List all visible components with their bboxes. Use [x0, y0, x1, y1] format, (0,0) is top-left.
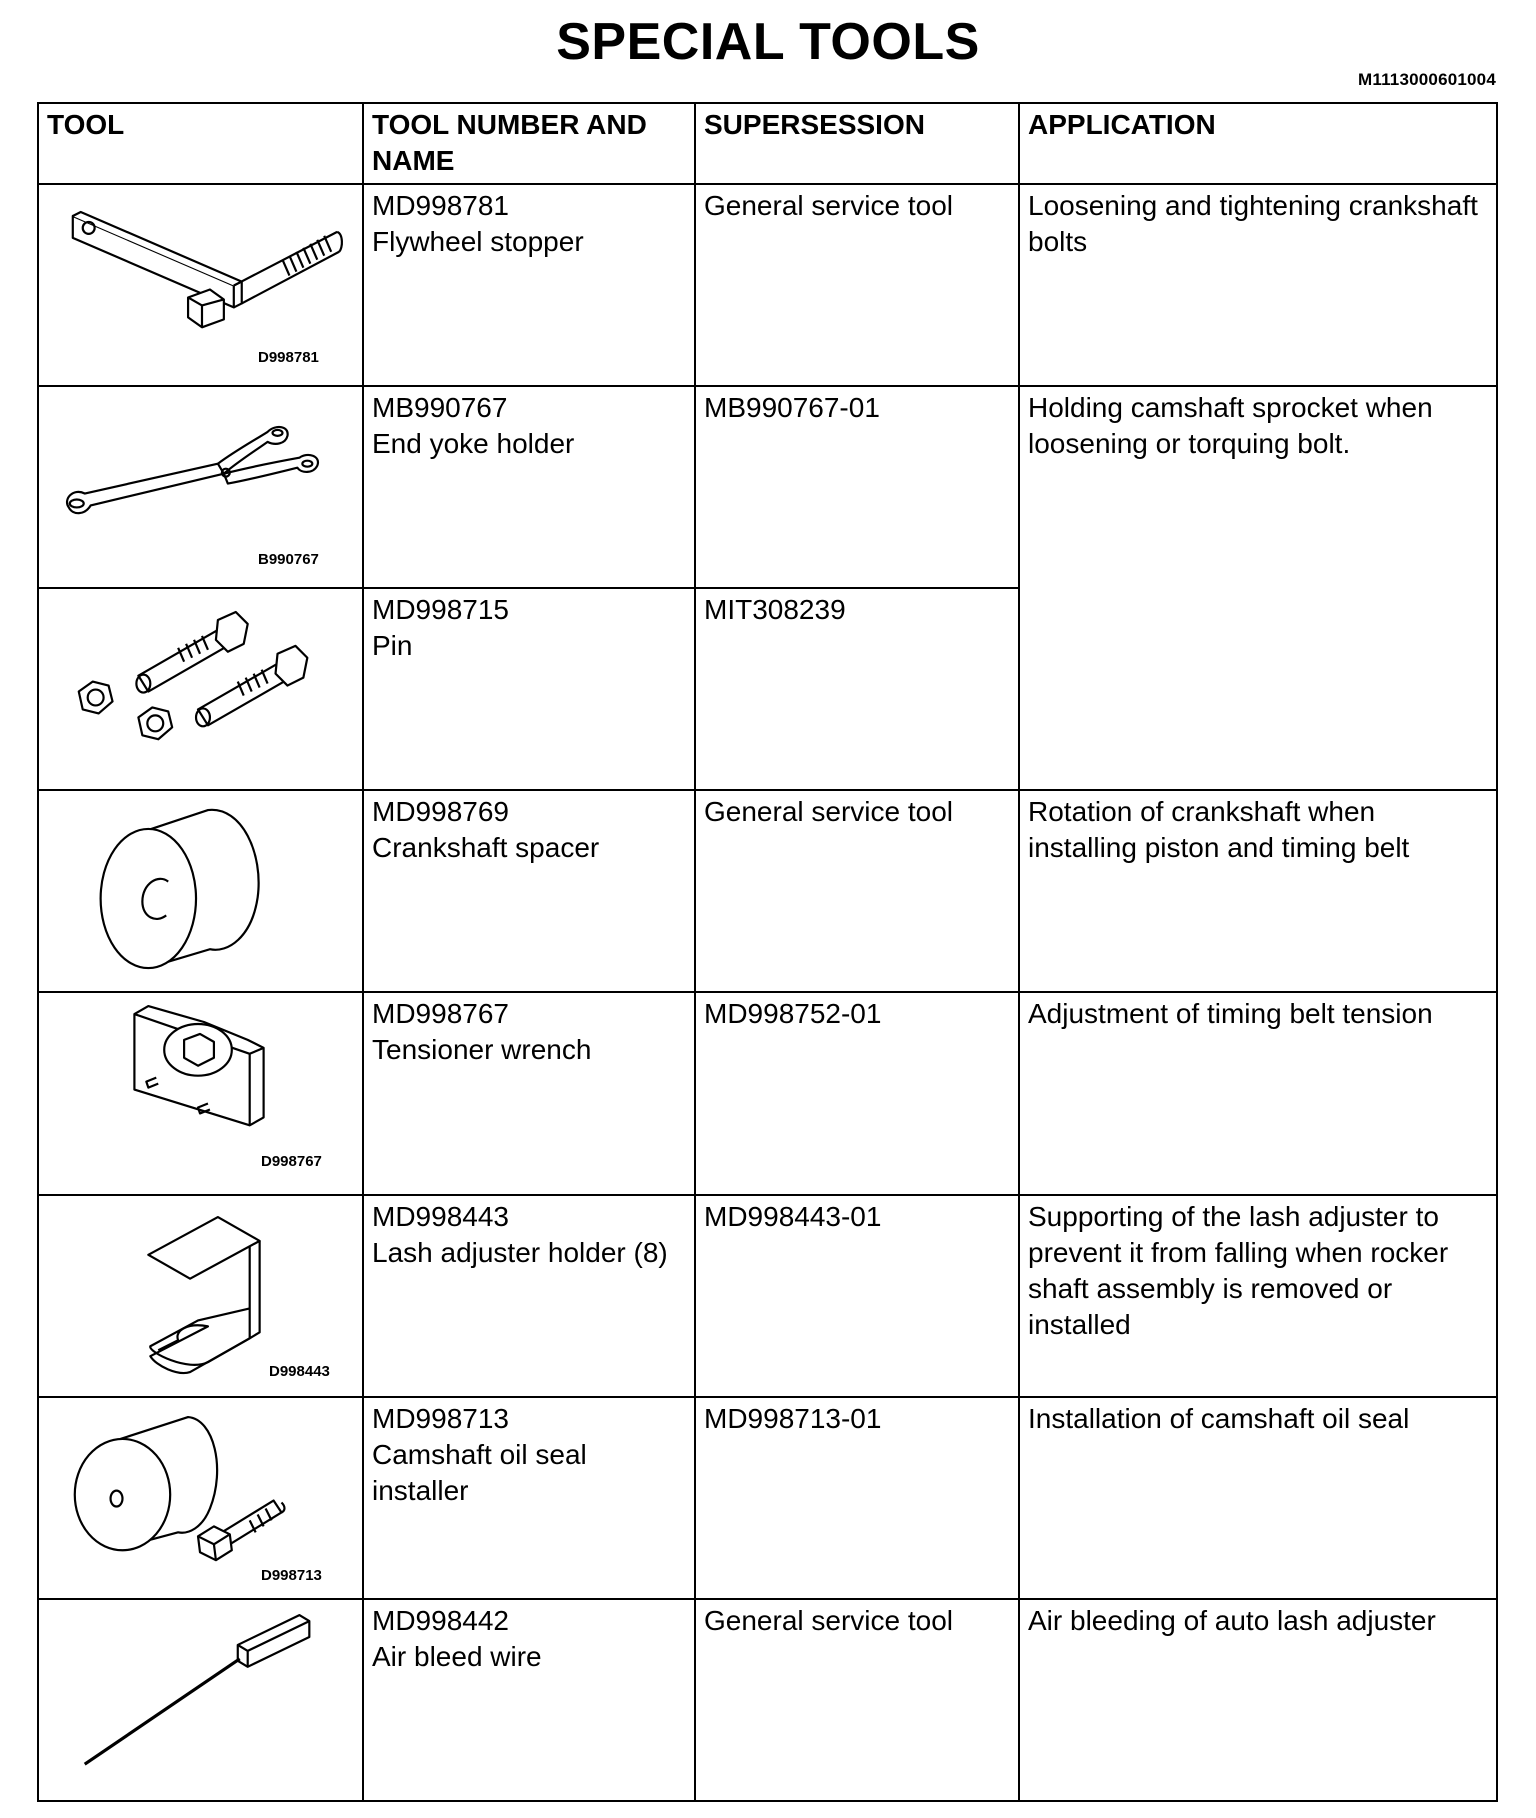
application-cell: Rotation of crankshaft when installing piston and timing belt — [1019, 790, 1497, 992]
tool-name: Air bleed wire — [372, 1640, 542, 1672]
tool-figure-cell — [38, 1195, 363, 1397]
tool-number-name-cell — [363, 1195, 695, 1397]
table-row — [38, 386, 1497, 588]
tool-name: Pin — [372, 630, 413, 662]
supersession-cell: General service tool — [695, 1599, 1019, 1801]
pin-set-icon — [39, 589, 362, 789]
tool-number-name-cell — [363, 184, 695, 386]
air-bleed-wire-icon — [39, 1600, 362, 1800]
table-row — [38, 790, 1497, 992]
figure-label: D998713 — [261, 1566, 322, 1584]
tool-number: MD998713 — [372, 1402, 509, 1434]
tool-name: Crankshaft spacer — [372, 832, 600, 864]
table-header-row — [38, 103, 1497, 184]
tool-figure-cell — [38, 790, 363, 992]
tool-number: MD998715 — [372, 594, 509, 626]
tool-figure-cell — [38, 184, 363, 386]
header-supersession: SUPERSESSION — [695, 103, 1019, 184]
document-id: M1113000601004 — [1358, 70, 1496, 89]
tool-number: MD998767 — [372, 998, 509, 1030]
application-cell: Installation of camshaft oil seal — [1019, 1397, 1497, 1599]
figure-label: D998767 — [261, 1153, 322, 1171]
tool-number: MD998442 — [372, 1604, 509, 1636]
tool-figure-cell — [38, 992, 363, 1194]
tool-number-name-cell — [363, 588, 695, 790]
tool-name: Flywheel stopper — [372, 226, 584, 258]
supersession-cell: MB990767-01 — [695, 386, 1019, 588]
header-tool: TOOL — [38, 103, 363, 184]
tool-name: Tensioner wrench — [372, 1034, 592, 1066]
tool-number: MD998443 — [372, 1200, 509, 1232]
tool-figure-cell — [38, 1599, 363, 1801]
supersession-cell: MD998443-01 — [695, 1195, 1019, 1397]
supersession-cell: MIT308239 — [695, 588, 1019, 790]
figure-label: B990767 — [258, 551, 319, 569]
application-cell: Supporting of the lash adjuster to prevent it from falling when rocker shaft assembly is removed or installed — [1019, 1195, 1497, 1397]
application-cell: Air bleeding of auto lash adjuster — [1019, 1599, 1497, 1801]
supersession-cell: General service tool — [695, 184, 1019, 386]
figure-label: D998781 — [258, 349, 319, 367]
tool-number-name-cell — [363, 790, 695, 992]
supersession-cell: General service tool — [695, 790, 1019, 992]
tool-number-name-cell — [363, 386, 695, 588]
page-title: SPECIAL TOOLS — [556, 13, 980, 71]
header-application: APPLICATION — [1019, 103, 1497, 184]
special-tools-table — [37, 102, 1498, 1802]
figure-label: D998443 — [269, 1362, 330, 1380]
tool-number-name-cell — [363, 992, 695, 1194]
application-cell: Adjustment of timing belt tension — [1019, 992, 1497, 1194]
header-number-name: TOOL NUMBER AND NAME — [363, 103, 695, 184]
supersession-cell: MD998752-01 — [695, 992, 1019, 1194]
table-row — [38, 1397, 1497, 1599]
tool-figure-cell — [38, 386, 363, 588]
application-cell: Loosening and tightening crankshaft bolts — [1019, 184, 1497, 386]
tool-name: Lash adjuster holder (8) — [372, 1236, 668, 1268]
tool-figure-cell — [38, 1397, 363, 1599]
application-cell: Holding camshaft sprocket when loosening or torquing bolt. — [1019, 386, 1497, 790]
tool-number: MD998769 — [372, 796, 509, 828]
table-row — [38, 1195, 1497, 1397]
tool-figure-cell — [38, 588, 363, 790]
crankshaft-spacer-icon — [39, 791, 362, 991]
tool-name: Camshaft oil seal installer — [372, 1438, 587, 1506]
supersession-cell: MD998713-01 — [695, 1397, 1019, 1599]
table-row — [38, 184, 1497, 386]
tool-number-name-cell — [363, 1397, 695, 1599]
table-row — [38, 992, 1497, 1194]
tool-name: End yoke holder — [372, 428, 575, 460]
table-row — [38, 1599, 1497, 1801]
tool-number-name-cell — [363, 1599, 695, 1801]
tool-number: MD998781 — [372, 190, 509, 222]
tool-number: MB990767 — [372, 392, 508, 424]
